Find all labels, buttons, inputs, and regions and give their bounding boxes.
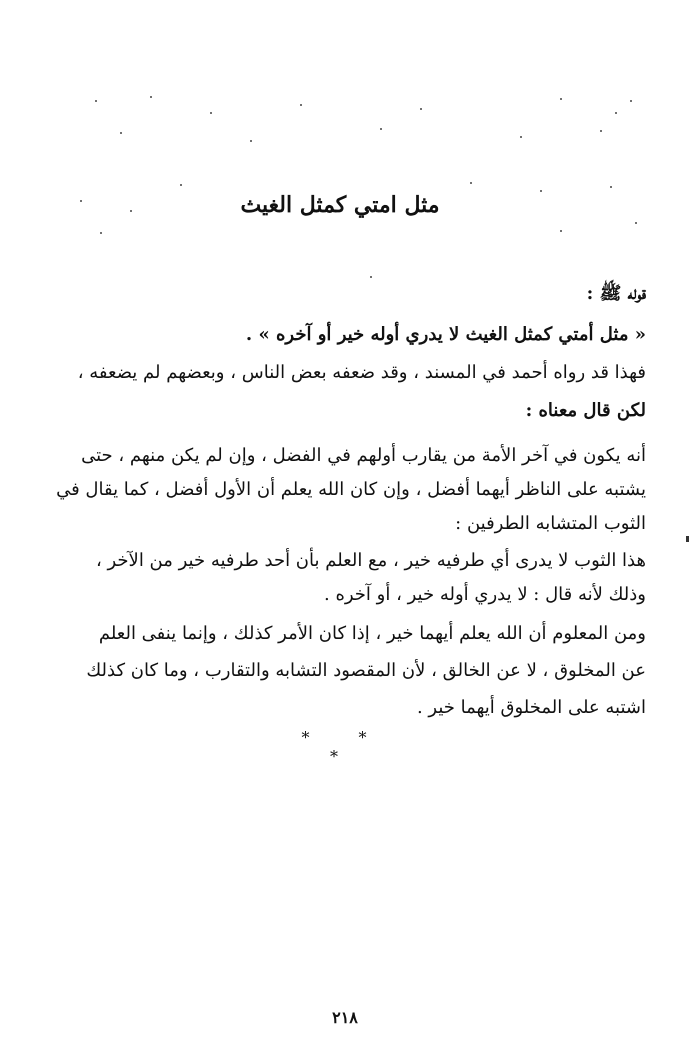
paragraph-3-line-1: أنه يكون في آخر الأمة من يقارب أولهم في الفضل ، وإن لم يكن منهم ، حتى — [81, 445, 646, 466]
section-separator: * * * — [301, 728, 389, 766]
paragraph-1: فهذا قد رواه أحمد في المسند ، وقد ضعفه بعض الناس ، وبعضهم لم يضعفه ، — [77, 362, 646, 383]
paragraph-4-line-1: هذا الثوب لا يدرى أي طرفيه خير ، مع العلم بأن أحد طرفيه خير من الآخر ، — [95, 550, 646, 571]
paragraph-3-line-2: يشتبه على الناظر أيهما أفضل ، وإن كان الله يعلم أن الأول أفضل ، كما يقال في — [56, 479, 646, 500]
page-number: ٢١٨ — [332, 1008, 358, 1027]
paragraph-5-line-3: اشتبه على المخلوق أيهما خير . — [416, 697, 646, 718]
chapter-title: مثل امتي كمثل الغيث — [240, 192, 440, 218]
hadith-quote: « مثل أمتي كمثل الغيث لا يدري أوله خير أو آخره » . — [245, 324, 646, 345]
paragraph-4-line-2: وذلك لأنه قال : لا يدري أوله خير ، أو آخره . — [324, 584, 646, 605]
paragraph-5-line-2: عن المخلوق ، لا عن الخالق ، لأن المقصود التشابه والتقارب ، وما كان كذلك — [86, 660, 646, 681]
intro-label: قوله ﷺ : — [586, 283, 646, 304]
paragraph-3-line-3: الثوب المتشابه الطرفين : — [455, 513, 646, 534]
edge-mark — [686, 536, 689, 542]
paragraph-5-line-1: ومن المعلوم أن الله يعلم أيهما خير ، إذا كان الأمر كذلك ، وإنما ينفى العلم — [98, 623, 646, 644]
paragraph-2-heading: لكن قال معناه : — [525, 400, 646, 421]
